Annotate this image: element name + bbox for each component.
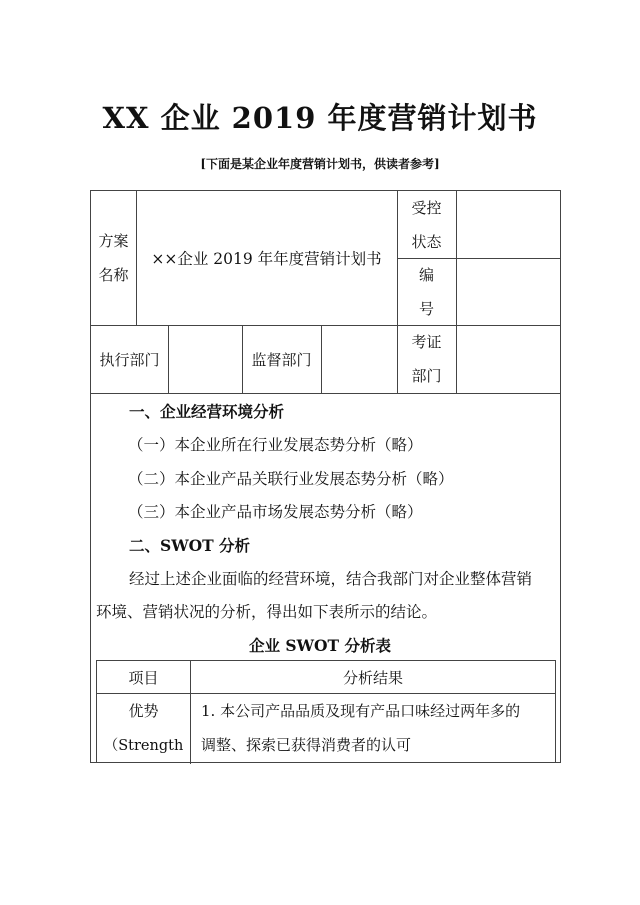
exec-dept-value[interactable]	[168, 325, 242, 393]
number-label: 编 号	[418, 265, 434, 318]
section1-item: （二）本企业产品关联行业发展态势分析（略）	[128, 470, 454, 488]
swot-header-result: 分析结果	[342, 668, 403, 687]
supervise-dept-label: 监督部门	[251, 350, 312, 369]
scheme-name-value: ××企业 2019 年年度营销计划书	[151, 250, 382, 268]
section1-item: （三）本企业产品市场发展态势分析（略）	[128, 503, 423, 521]
verify-dept-label: 考证 部门	[411, 333, 442, 385]
document-subtitle: [下面是某企业年度营销计划书，供读者参考]	[200, 157, 440, 171]
control-status-label: 受控 状态	[411, 198, 442, 251]
swot-row-result: 1. 本公司产品品质及现有产品口味经过两年多的 调整、探索已获得消费者的认可	[201, 702, 521, 754]
section1-item: （一）本企业所在行业发展态势分析（略）	[128, 436, 423, 454]
paragraph-line: 环境、营销状况的分析，得出如下表所示的结论。	[96, 603, 438, 621]
control-status-value[interactable]	[456, 191, 560, 258]
paragraph-line: 经过上述企业面临的经营环境，结合我部门对企业整体营销	[129, 570, 533, 588]
scheme-name-label: 方案 名称	[98, 232, 129, 284]
supervise-dept-value[interactable]	[321, 325, 397, 393]
number-value[interactable]	[456, 258, 560, 325]
swot-row-label: 优势 （Strength	[103, 702, 184, 754]
exec-dept-label: 执行部门	[99, 350, 160, 369]
section2-heading: 二、SWOT 分析	[129, 536, 251, 555]
section1-heading: 一、企业经营环境分析	[129, 402, 285, 421]
verify-dept-value[interactable]	[456, 325, 560, 393]
document-title: XX 企业 2019 年度营销计划书	[102, 101, 538, 135]
swot-header-item: 项目	[128, 668, 159, 687]
swot-table-title: 企业 SWOT 分析表	[249, 636, 391, 655]
swot-table	[96, 660, 556, 763]
